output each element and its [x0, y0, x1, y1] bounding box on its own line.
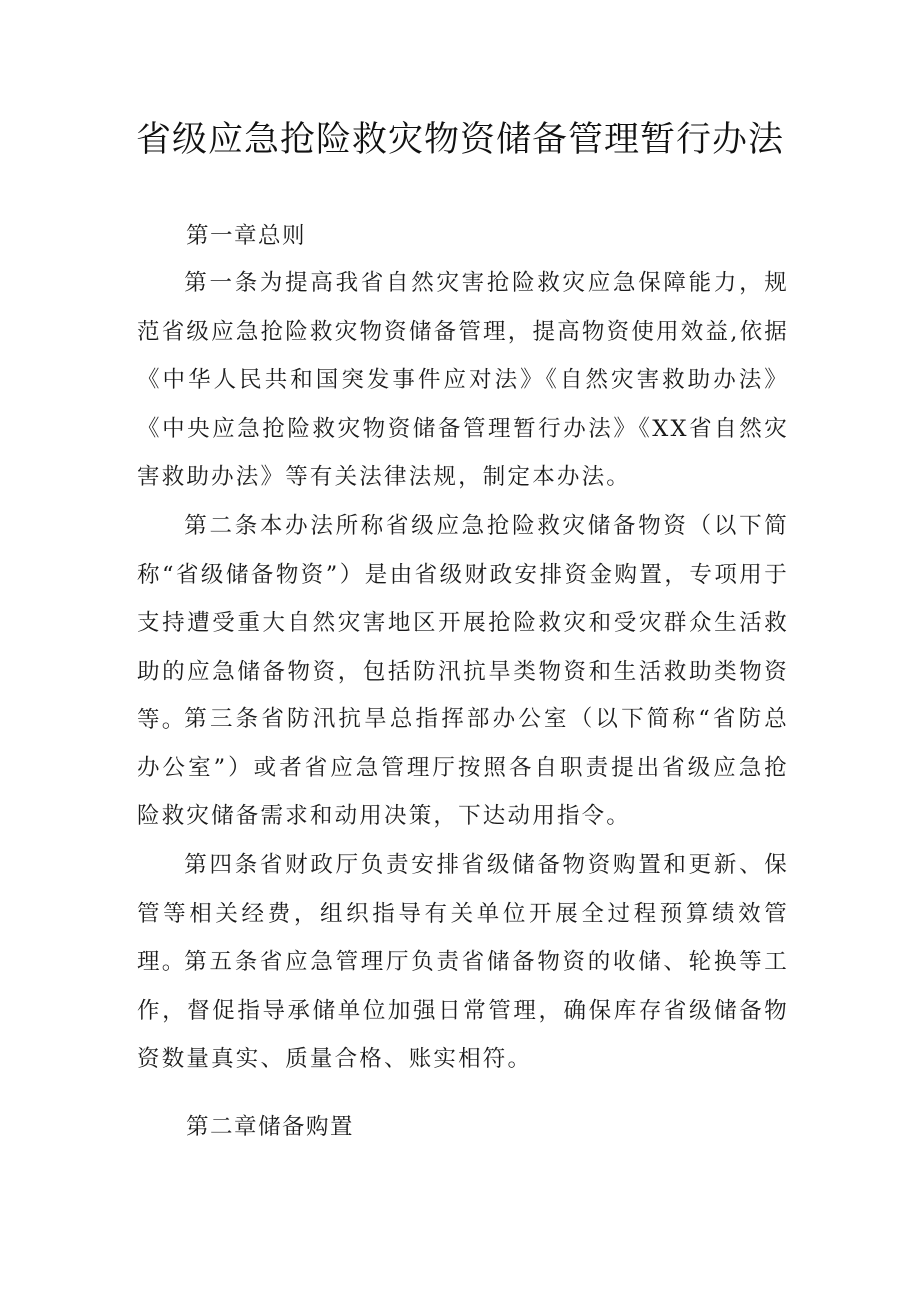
article-paragraph: 第四条省财政厅负责安排省级储备物资购置和更新、保管等相关经费，组织指导有关单位开展全过程预算绩效管理。 — [137, 852, 789, 975]
article-3 — [137, 695, 789, 841]
document-title: 省级应急抢险救灾物资储备管理暂行办法 — [135, 120, 784, 160]
article-paragraph: 第二条本办法所称省级应急抢险救灾储备物资（以下简称“省级储备物资”）是由省级财政安排资金购置，专项用于支持遭受重大自然灾害地区开展抢险救灾和受灾群众生活救助的应急储备物资，包括防汛抗旱类物资和生活救助类物资等。 — [137, 513, 789, 733]
article-paragraph: 第五条省应急管理厅负责省储备物资的收储、轮换等工作，督促指导承储单位加强日常管理，确保库存省级储备物资数量真实、质量合格、账实相符。 — [137, 949, 789, 1072]
article-5 — [137, 938, 789, 1084]
article-paragraph: 第一条为提高我省自然灾害抢险救灾应急保障能力，规范省级应急抢险救灾物资储备管理，提高物资使用效益,依据《中华人民共和国突发事件应对法》《自然灾害救助办法》《中央应急抢险救灾物资储备管理暂行办法》《XX省自然灾害救助办法》等有关法律法规，制定本办法。 — [137, 270, 789, 490]
chapter-heading-2: 第二章储备购置 — [186, 1114, 355, 1140]
article-1 — [137, 259, 789, 502]
chapter-heading-1: 第一章总则 — [186, 223, 307, 249]
article-paragraph: 第三条省防汛抗旱总指挥部办公室（以下简称“省防总办公室”）或者省应急管理厅按照各自职责提出省级应急抢险救灾储备需求和动用决策，下达动用指令。 — [137, 706, 789, 829]
